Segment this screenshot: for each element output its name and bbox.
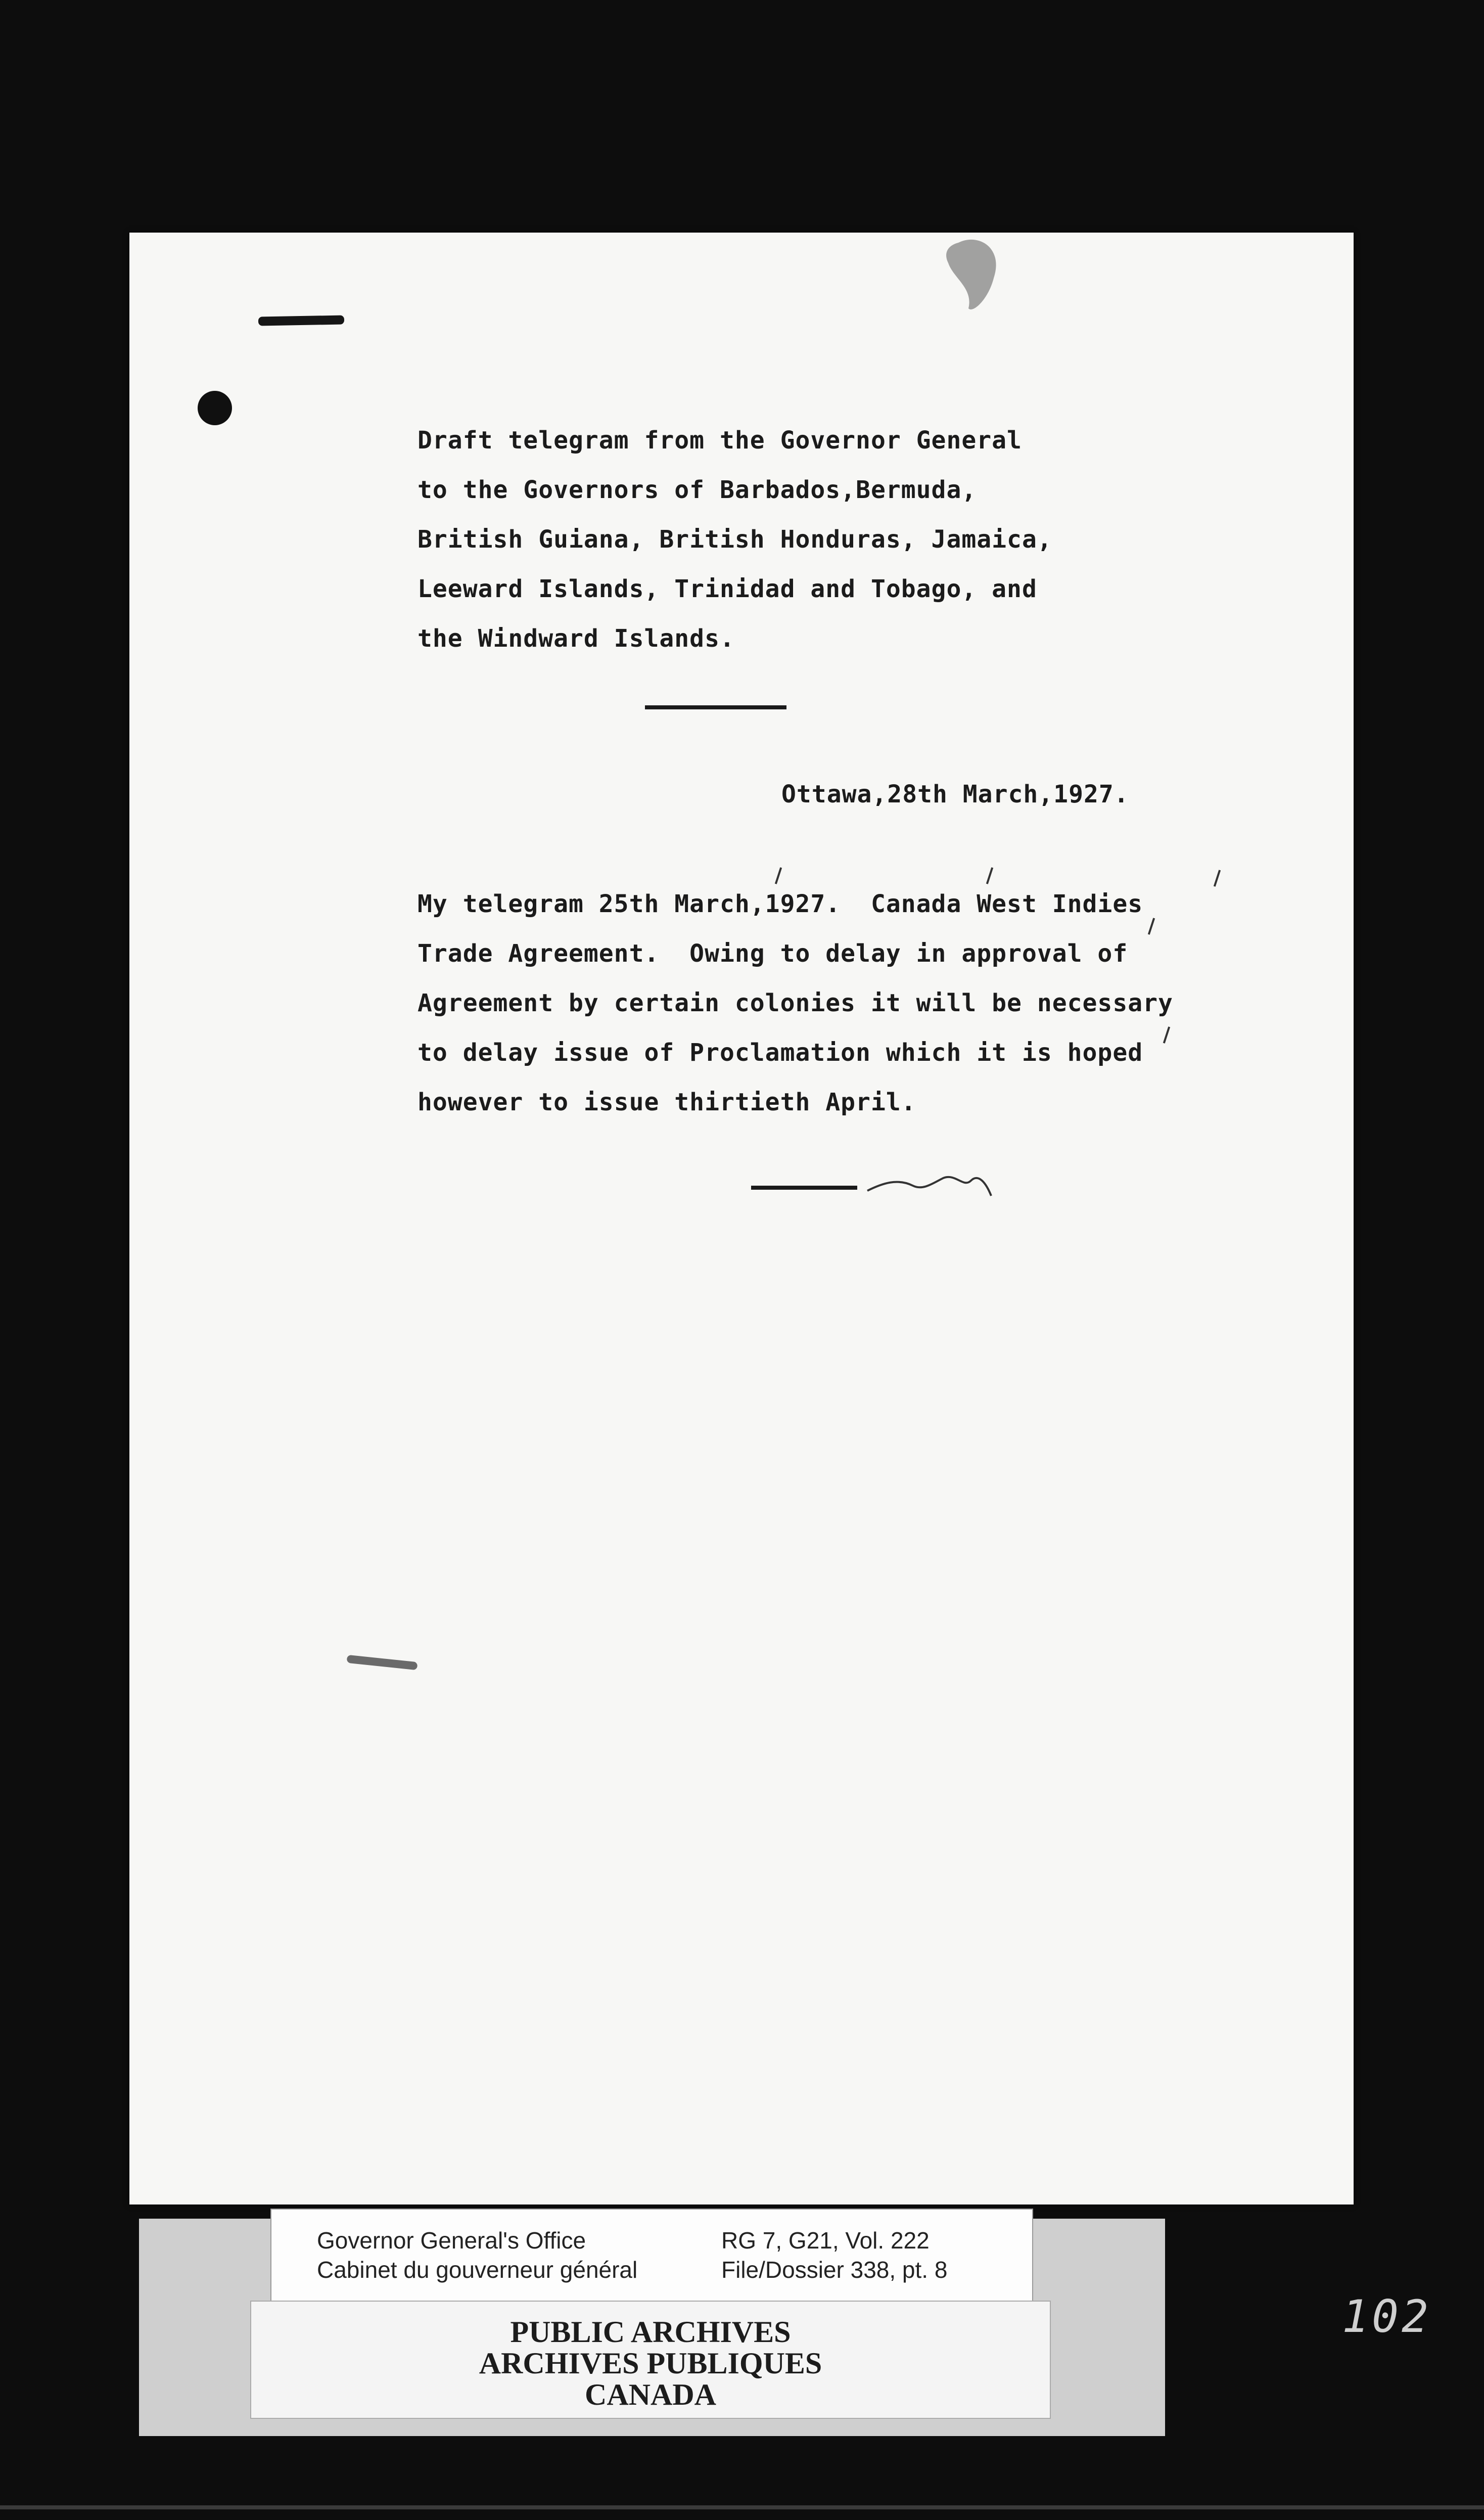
archive-reference-label (270, 2209, 1033, 2302)
archives-english: PUBLIC ARCHIVES (510, 2315, 791, 2349)
heading-line-1: Draft telegram from the Governor General (418, 426, 1022, 455)
public-archives-stamp (250, 2301, 1051, 2419)
closing-rule (751, 1186, 857, 1190)
body-line-4: to delay issue of Proclamation which it is hoped (418, 1039, 1143, 1067)
heading-line-3: British Guiana, British Honduras, Jamaica, (418, 525, 1052, 554)
check-mark (986, 867, 993, 884)
check-mark (1214, 870, 1221, 887)
office-english: Governor General's Office (317, 2227, 586, 2254)
place-date: Ottawa,28th March,1927. (781, 780, 1129, 808)
body-line-5: however to issue thirtieth April. (418, 1088, 916, 1116)
archives-french: ARCHIVES PUBLIQUES (479, 2347, 822, 2380)
check-mark (775, 867, 782, 884)
heading-line-5: the Windward Islands. (418, 624, 735, 653)
record-group-reference: RG 7, G21, Vol. 222 (721, 2227, 930, 2254)
file-reference: File/Dossier 338, pt. 8 (721, 2257, 948, 2283)
heading-line-2: to the Governors of Barbados,Bermuda, (418, 476, 977, 504)
handwritten-initial-scribble (862, 1168, 1004, 1213)
document-page (129, 233, 1354, 2204)
body-line-2: Trade Agreement. Owing to delay in approval of (418, 939, 1128, 968)
body-line-1: My telegram 25th March,1927. Canada West Indies (418, 890, 1143, 918)
ink-smudge (938, 233, 1009, 319)
pencil-dash-mark (258, 316, 344, 326)
frame-number: 102 (1342, 2290, 1431, 2343)
pencil-stroke (347, 1655, 418, 1671)
body-line-3: Agreement by certain colonies it will be necessary (418, 989, 1173, 1017)
heading-separator (645, 705, 786, 709)
film-edge (0, 2505, 1484, 2509)
office-french: Cabinet du gouverneur général (317, 2257, 638, 2283)
punch-hole (198, 391, 232, 425)
archives-country: CANADA (585, 2378, 716, 2411)
check-mark (1148, 918, 1155, 935)
check-mark (1163, 1026, 1170, 1044)
heading-line-4: Leeward Islands, Trinidad and Tobago, and (418, 575, 1037, 603)
